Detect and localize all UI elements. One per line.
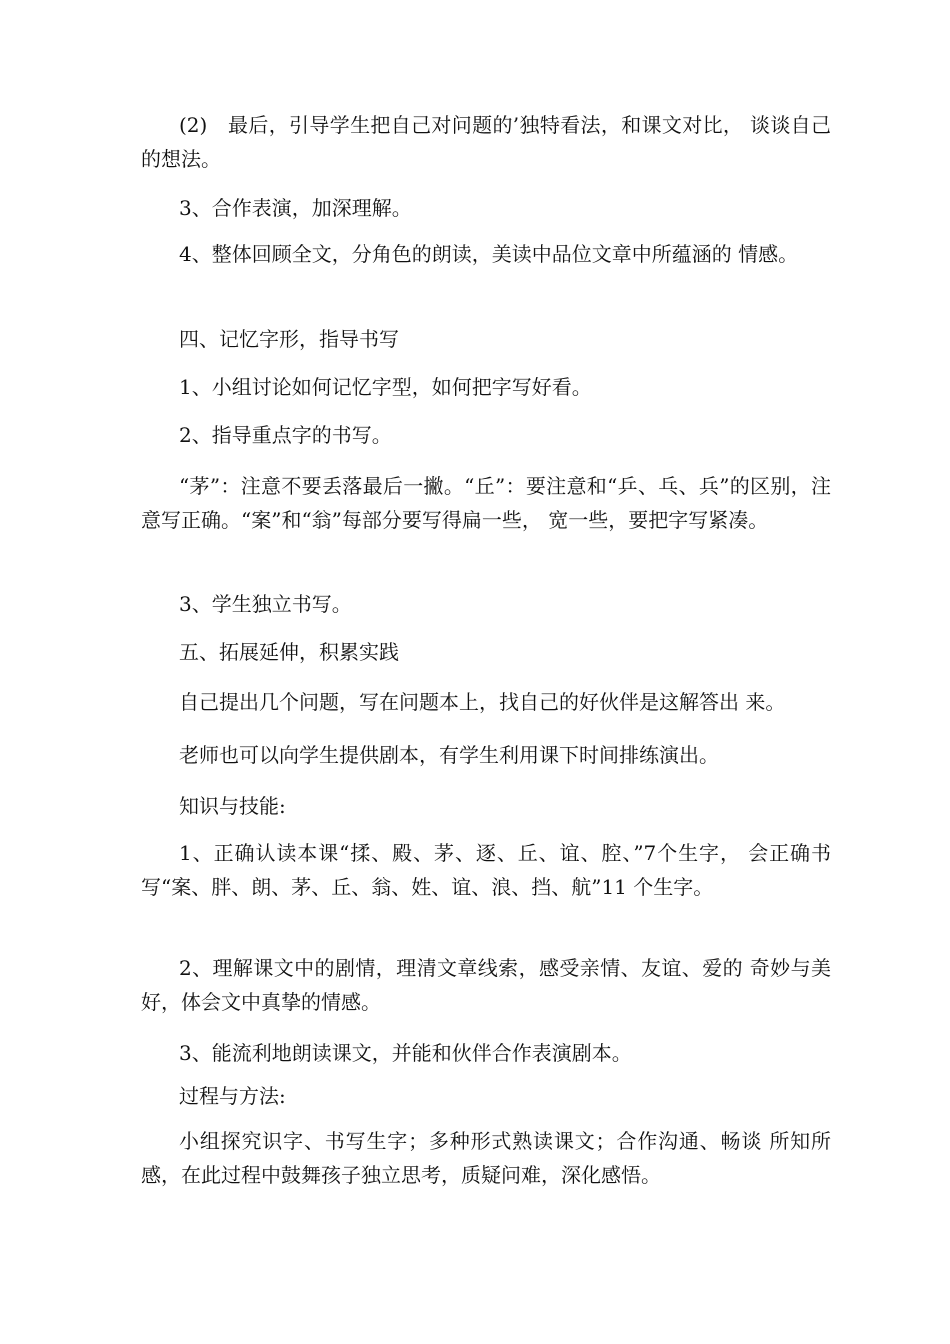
paragraph-key-character-writing: 2、指导重点字的书写。 bbox=[179, 423, 392, 447]
paragraph-fluent-reading: 3、能流利地朗读课文，并能和伙伴合作表演剧本。 bbox=[179, 1041, 632, 1065]
paragraph-group-discussion: 1、小组讨论如何记忆字型，如何把字写好看。 bbox=[179, 375, 592, 399]
paragraph-ask-questions: 自己提出几个问题，写在问题本上，找自己的好伙伴是这解答出 来。 bbox=[179, 690, 786, 714]
paragraph-review-reading: 4、整体回顾全文，分角色的朗读，美读中品位文章中所蕴涵的 情感。 bbox=[179, 242, 799, 266]
section-heading-memorize-characters: 四、记忆字形，指导书写 bbox=[179, 327, 399, 351]
paragraph-closing-discussion: (2) 最后，引导学生把自己对问题的’独特看法，和课文对比， 谈谈自己的想法。 bbox=[141, 113, 831, 171]
paragraph-group-inquiry: 小组探究识字、书写生字；多种形式熟读课文；合作沟通、畅谈 所知所感，在此过程中鼓舞孩子独立思考，质疑问难，深化感悟。 bbox=[141, 1129, 831, 1187]
paragraph-independent-writing: 3、学生独立书写。 bbox=[179, 592, 352, 616]
heading-process-methods: 过程与方法: bbox=[179, 1084, 286, 1108]
heading-knowledge-skills: 知识与技能: bbox=[179, 794, 286, 818]
paragraph-new-characters: 1、正确认读本课“揉、殿、茅、逐、丘、谊、腔、”7个生字， 会正确书写“案、胖、朗、茅、丘、翁、姓、谊、浪、挡、航”11 个生字。 bbox=[141, 841, 831, 899]
paragraph-understand-story: 2、理解课文中的剧情，理清文章线索，感受亲情、友谊、爱的 奇妙与美好，体会文中真挚的情感。 bbox=[141, 956, 831, 1014]
paragraph-teacher-script: 老师也可以向学生提供剧本，有学生利用课下时间排练演出。 bbox=[179, 743, 719, 767]
paragraph-character-notes: “茅”：注意不要丢落最后一撇。“丘”：要注意和“乒、乓、兵”的区别，注意写正确。“案”和“翁”每部分要写得扁一些， 宽一些，要把字写紧凑。 bbox=[141, 474, 831, 532]
paragraph-cooperative-performance: 3、合作表演，加深理解。 bbox=[179, 196, 412, 220]
section-heading-extension-practice: 五、拓展延伸，积累实践 bbox=[179, 640, 399, 664]
